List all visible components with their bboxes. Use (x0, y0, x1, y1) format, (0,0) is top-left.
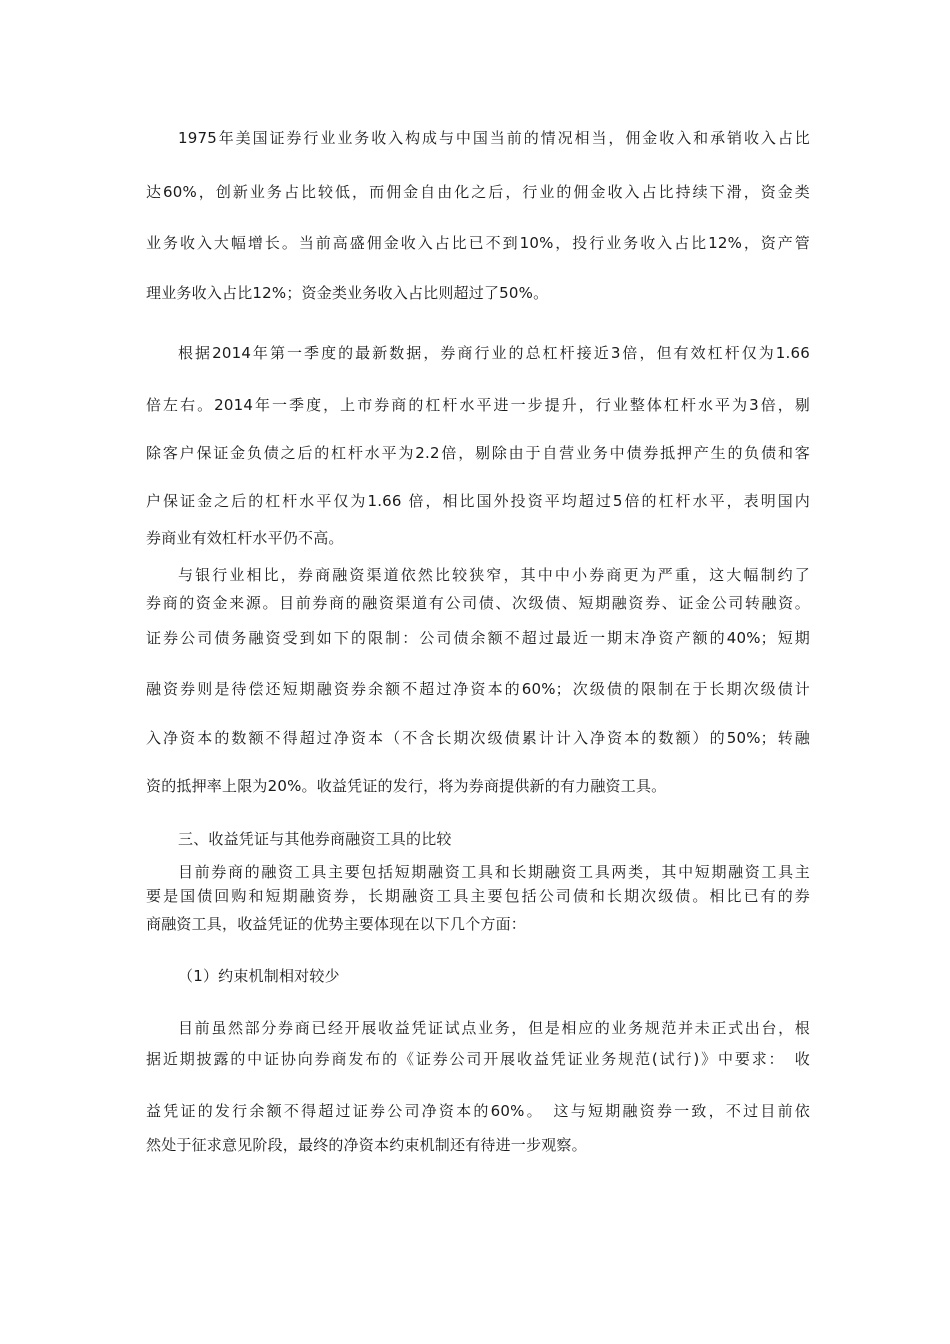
text-line: 入净资本的数额不得超过净资本（不含长期次级债累计计入净资本的数额）的50%；转融 (146, 729, 810, 747)
text-line: 券商的资金来源。目前券商的融资渠道有公司债、次级债、短期融资券、证金公司转融资。 (146, 594, 810, 612)
text-line: 资的抵押率上限为20%。收益凭证的发行，将为券商提供新的有力融资工具。 (146, 777, 667, 795)
text-line: 然处于征求意见阶段，最终的净资本约束机制还有待进一步观察。 (146, 1136, 587, 1154)
section-heading: 三、收益凭证与其他券商融资工具的比较 (178, 830, 452, 848)
text-line: 达60%，创新业务占比较低，而佣金自由化之后，行业的佣金收入占比持续下滑，资金类 (146, 183, 810, 201)
text-line: 理业务收入占比12%；资金类业务收入占比则超过了50%。 (146, 284, 549, 302)
text-line: 户保证金之后的杠杆水平仅为1.66 倍，相比国外投资平均超过5倍的杠杆水平，表明国内 (146, 492, 810, 510)
text-line: 业务收入大幅增长。当前高盛佣金收入占比已不到10%，投行业务收入占比12%，资产管 (146, 234, 810, 252)
text-line: 1975年美国证券行业业务收入构成与中国当前的情况相当，佣金收入和承销收入占比 (178, 129, 810, 147)
text-line: 融资券则是待偿还短期融资券余额不超过净资本的60%；次级债的限制在于长期次级债计 (146, 680, 810, 698)
text-line: 根据2014年第一季度的最新数据，券商行业的总杠杆接近3倍，但有效杠杆仅为1.66 (178, 344, 810, 362)
text-line: 证券公司债务融资受到如下的限制：公司债余额不超过最近一期末净资产额的40%；短期 (146, 629, 810, 647)
text-line: 倍左右。2014年一季度，上市券商的杠杆水平进一步提升，行业整体杠杆水平为3倍，剔 (146, 396, 810, 414)
text-line: 目前券商的融资工具主要包括短期融资工具和长期融资工具两类，其中短期融资工具主 (178, 863, 810, 881)
text-line: 据近期披露的中证协向券商发布的《证券公司开展收益凭证业务规范(试行)》中要求： 收 (146, 1050, 810, 1068)
text-line: 券商业有效杠杆水平仍不高。 (146, 529, 344, 547)
sub-heading: （1）约束机制相对较少 (178, 967, 340, 985)
text-line: 要是国债回购和短期融资券，长期融资工具主要包括公司债和长期次级债。相比已有的券 (146, 887, 810, 905)
text-line: 除客户保证金负债之后的杠杆水平为2.2倍，剔除由于自营业务中债券抵押产生的负债和客 (146, 444, 810, 462)
text-line: 目前虽然部分券商已经开展收益凭证试点业务，但是相应的业务规范并未正式出台，根 (178, 1019, 810, 1037)
text-line: 与银行业相比，券商融资渠道依然比较狭窄，其中中小券商更为严重，这大幅制约了 (178, 566, 810, 584)
text-line: 益凭证的发行余额不得超过证券公司净资本的60%。 这与短期融资券一致，不过目前依 (146, 1102, 810, 1120)
text-line: 商融资工具，收益凭证的优势主要体现在以下几个方面： (146, 915, 527, 933)
